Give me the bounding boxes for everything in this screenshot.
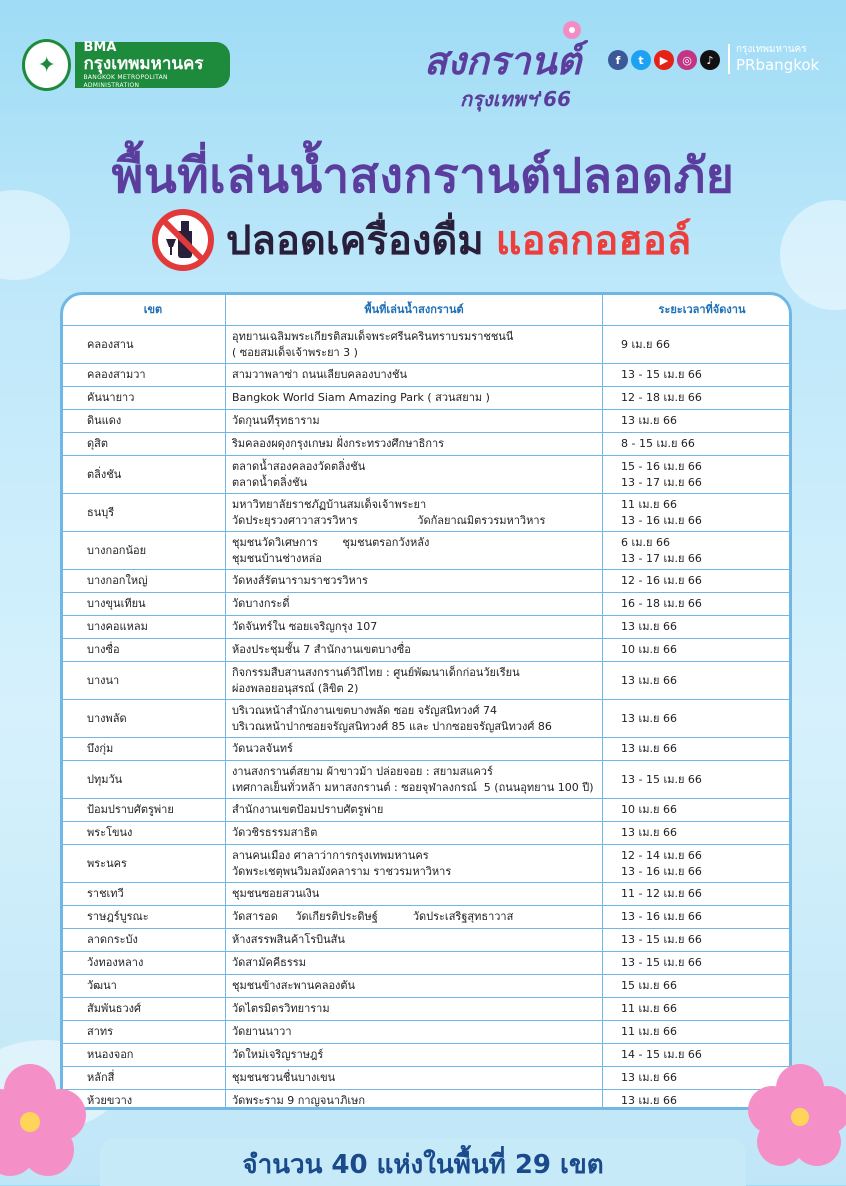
header-dates: ระยะเวลาที่จัดงาน <box>603 295 790 326</box>
area-cell <box>226 433 603 456</box>
songkran-event-logo <box>420 18 588 118</box>
area-line: ชุมชนบ้านช่างหล่อ <box>232 551 322 565</box>
date-line: 11 เม.ย 66 <box>621 1025 677 1038</box>
footer-summary: จำนวน 40 แห่งในพื้นที่ 29 เขต <box>242 1150 604 1180</box>
table-row <box>63 799 789 822</box>
date-line: 13 เม.ย 66 <box>621 742 677 755</box>
district-cell: ตลิ่งชัน <box>63 456 226 494</box>
table-header-row <box>63 295 789 326</box>
area-line: วัดสารอด วัดเกียรติประดิษฐ์ วัดประเสริฐสุทธาวาส <box>232 910 514 923</box>
table-row <box>63 593 789 616</box>
bma-logo-text <box>75 39 230 89</box>
area-cell <box>226 387 603 410</box>
date-line: 12 - 14 เม.ย 66 <box>621 848 702 862</box>
area-cell <box>226 822 603 845</box>
area-line: วัดกุนนทีรุทธาราม <box>232 414 320 427</box>
area-cell <box>226 639 603 662</box>
date-line: 13 เม.ย 66 <box>621 414 677 427</box>
date-line: 13 - 15 เม.ย 66 <box>621 368 702 381</box>
area-line: ชุมชนข้างสะพานคลองตัน <box>232 979 356 992</box>
pr-name-th: กรุงเทพมหานคร <box>736 44 807 55</box>
date-line: 12 - 16 เม.ย 66 <box>621 574 702 587</box>
area-cell <box>226 929 603 952</box>
area-cell <box>226 532 603 570</box>
table-row <box>63 929 789 952</box>
table-row <box>63 364 789 387</box>
event-logo-line1: สงกรานต์ <box>424 39 582 83</box>
table-row <box>63 639 789 662</box>
date-line: 16 - 18 เม.ย 66 <box>621 597 702 610</box>
district-cell: ป้อมปราบศัตรูพ่าย <box>63 799 226 822</box>
district-cell: คลองสาน <box>63 326 226 364</box>
dates-cell <box>603 1021 790 1044</box>
district-cell: บางขุนเทียน <box>63 593 226 616</box>
table-row <box>63 700 789 738</box>
pr-bangkok-brand <box>728 44 819 74</box>
district-cell: พระโขนง <box>63 822 226 845</box>
table-row <box>63 1067 789 1090</box>
date-line: 13 - 17 เม.ย 66 <box>621 475 702 489</box>
table-row <box>63 456 789 494</box>
date-line: 13 เม.ย 66 <box>621 673 677 687</box>
date-line: 11 - 12 เม.ย 66 <box>621 887 702 900</box>
dates-cell <box>603 593 790 616</box>
area-line: วัดสามัคคีธรรม <box>232 956 306 969</box>
dates-cell <box>603 364 790 387</box>
date-line: 13 - 16 เม.ย 66 <box>621 513 702 527</box>
area-line: ชุมชนซอยสวนเงิน <box>232 887 320 900</box>
table-row <box>63 975 789 998</box>
area-line: บริเวณหน้าปากซอยจรัญสนิทวงศ์ 85 และ ปากซอยจรัญสนิทวงศ์ 86 <box>232 719 552 733</box>
area-cell <box>226 326 603 364</box>
venues-table <box>63 295 789 1110</box>
area-cell <box>226 975 603 998</box>
table-row <box>63 570 789 593</box>
table-row <box>63 952 789 975</box>
dates-cell <box>603 700 790 738</box>
area-cell <box>226 593 603 616</box>
district-cell: สัมพันธวงศ์ <box>63 998 226 1021</box>
dates-cell <box>603 532 790 570</box>
area-cell <box>226 1067 603 1090</box>
district-cell: คันนายาว <box>63 387 226 410</box>
table-row <box>63 998 789 1021</box>
no-alcohol-icon <box>152 209 214 271</box>
youtube-icon[interactable]: ▶ <box>654 50 674 70</box>
date-line: 12 - 18 เม.ย 66 <box>621 391 702 404</box>
district-cell: บางกอกน้อย <box>63 532 226 570</box>
instagram-icon[interactable]: ◎ <box>677 50 697 70</box>
dates-cell <box>603 494 790 532</box>
area-cell <box>226 616 603 639</box>
date-line: 13 - 16 เม.ย 66 <box>621 864 702 878</box>
date-line: 13 เม.ย 66 <box>621 620 677 633</box>
area-line: วัดนวลจันทร์ <box>232 742 293 755</box>
date-line: 13 เม.ย 66 <box>621 1071 677 1084</box>
area-line: วัดประยุรวงศาวาสวรวิหาร วัดกัลยาณมิตรวรมหาวิหาร <box>232 513 546 527</box>
area-line: วัดไตรมิตรวิทยาราม <box>232 1002 330 1015</box>
dates-cell <box>603 410 790 433</box>
table-row <box>63 906 789 929</box>
area-line: ( ซอยสมเด็จเจ้าพระยา 3 ) <box>232 345 358 359</box>
area-line: ห้างสรรพสินค้าโรบินสัน <box>232 933 345 946</box>
tiktok-icon[interactable]: ♪ <box>700 50 720 70</box>
subtitle <box>152 205 691 275</box>
bma-abbr: BMA <box>83 39 117 55</box>
area-line: ชุมชนวัดวิเศษการ ชุมชนตรอกวังหลัง <box>232 535 430 549</box>
area-line: วัดใหม่เจริญราษฎร์ <box>232 1048 324 1061</box>
area-cell <box>226 410 603 433</box>
area-line: อุทยานเฉลิมพระเกียรติสมเด็จพระศรีนครินทราบรมราชชนนี <box>232 329 514 343</box>
table-row <box>63 1021 789 1044</box>
district-cell: ดุสิต <box>63 433 226 456</box>
area-line: วัดยานนาวา <box>232 1025 292 1038</box>
area-line: วัดจันทร์ใน ซอยเจริญกรุง 107 <box>232 620 378 633</box>
date-line: 13 - 15 เม.ย 66 <box>621 956 702 969</box>
date-line: 13 - 15 เม.ย 66 <box>621 772 702 786</box>
district-cell: บางกอกใหญ่ <box>63 570 226 593</box>
date-line: 10 เม.ย 66 <box>621 803 677 816</box>
district-cell: บางคอแหลม <box>63 616 226 639</box>
date-line: 13 - 16 เม.ย 66 <box>621 910 702 923</box>
area-line: มหาวิทยาลัยราชภัฏบ้านสมเด็จเจ้าพระยา <box>232 497 427 511</box>
dates-cell <box>603 738 790 761</box>
venues-table-card <box>60 292 792 1110</box>
district-cell: ราชเทวี <box>63 883 226 906</box>
area-line: ผ่องพลอยอนุสรณ์ (ลิขิต 2) <box>232 681 359 695</box>
event-logo-line2: กรุงเทพฯ'66 <box>460 87 572 111</box>
dates-cell <box>603 975 790 998</box>
area-line: ตลาดน้ำตลิ่งชัน <box>232 475 308 489</box>
main-title: พื้นที่เล่นน้ำสงกรานต์ปลอดภัย <box>111 148 735 204</box>
table-row <box>63 532 789 570</box>
area-line: เทศกาลเย็นทั่วหล้า มหาสงกรานต์ : ซอยจุฬาลงกรณ์ 5 (ถนนอุทยาน 100 ปี) <box>232 780 594 794</box>
area-cell <box>226 364 603 387</box>
subtitle-no-drinks: ปลอดเครื่องดื่ม <box>226 218 484 264</box>
district-cell: บางนา <box>63 662 226 700</box>
district-cell: พระนคร <box>63 845 226 883</box>
area-line: วัดบางกระดี่ <box>232 597 290 610</box>
area-line: กิจกรรมสืบสานสงกรานต์วิถีไทย : ศูนย์พัฒนาเด็กก่อนวัยเรียน <box>232 665 520 679</box>
district-cell: ห้วยขวาง <box>63 1090 226 1111</box>
area-cell <box>226 1044 603 1067</box>
date-line: 14 - 15 เม.ย 66 <box>621 1048 702 1061</box>
header <box>0 0 846 120</box>
table-body <box>63 326 789 1111</box>
area-line: วัดวชิรธรรมสาธิต <box>232 826 318 839</box>
bma-logo <box>22 37 230 93</box>
district-cell: ลาดกระบัง <box>63 929 226 952</box>
area-line: วัดพระเชตุพนวิมลมังคลาราม ราชวรมหาวิหาร <box>232 864 452 878</box>
district-cell: คลองสามวา <box>63 364 226 387</box>
table-row <box>63 883 789 906</box>
social-icons <box>608 50 720 70</box>
area-cell <box>226 1090 603 1111</box>
area-line: ตลาดน้ำสองคลองวัดตลิ่งชัน <box>232 459 366 473</box>
table-row <box>63 616 789 639</box>
area-cell <box>226 799 603 822</box>
area-cell <box>226 662 603 700</box>
dates-cell <box>603 456 790 494</box>
water-splash-right <box>780 200 846 310</box>
date-line: 13 - 17 เม.ย 66 <box>621 551 702 565</box>
district-cell: ปทุมวัน <box>63 761 226 799</box>
twitter-icon[interactable]: t <box>631 50 651 70</box>
date-line: 13 เม.ย 66 <box>621 1094 677 1107</box>
table-row <box>63 387 789 410</box>
district-cell: บางซื่อ <box>63 639 226 662</box>
area-line: งานสงกรานต์สยาม ผ้าขาวม้า ปล่อยจอย : สยามสแควร์ <box>232 764 493 778</box>
header-district: เขต <box>63 295 226 326</box>
area-cell <box>226 998 603 1021</box>
district-cell: หลักสี่ <box>63 1067 226 1090</box>
header-area: พื้นที่เล่นน้ำสงกรานต์ <box>226 295 603 326</box>
dates-cell <box>603 387 790 410</box>
bma-name-th: กรุงเทพมหานคร <box>83 53 204 74</box>
area-cell <box>226 883 603 906</box>
area-cell <box>226 738 603 761</box>
area-cell <box>226 906 603 929</box>
area-line: ลานคนเมือง ศาลาว่าการกรุงเทพมหานคร <box>232 848 429 862</box>
district-cell: วังทองหลาง <box>63 952 226 975</box>
bma-seal-icon: ✦ <box>22 39 71 91</box>
date-line: 13 เม.ย 66 <box>621 826 677 839</box>
table-row <box>63 822 789 845</box>
dates-cell <box>603 433 790 456</box>
facebook-icon[interactable]: f <box>608 50 628 70</box>
area-line: ชุมชนชวนชื่นบางเขน <box>232 1071 336 1084</box>
area-line: ริมคลองผดุงกรุงเกษม ฝั่งกระทรวงศึกษาธิการ <box>232 437 445 450</box>
table-row <box>63 1090 789 1111</box>
dates-cell <box>603 952 790 975</box>
area-cell <box>226 570 603 593</box>
area-cell <box>226 845 603 883</box>
date-line: 6 เม.ย 66 <box>621 535 670 549</box>
district-cell: ธนบุรี <box>63 494 226 532</box>
area-cell <box>226 700 603 738</box>
district-cell: ราษฎร์บูรณะ <box>63 906 226 929</box>
table-row <box>63 494 789 532</box>
dates-cell <box>603 761 790 799</box>
area-line: บริเวณหน้าสำนักงานเขตบางพลัด ซอย จรัญสนิทวงศ์ 74 <box>232 703 497 717</box>
table-row <box>63 738 789 761</box>
date-line: 15 เม.ย 66 <box>621 979 677 992</box>
district-cell: วัฒนา <box>63 975 226 998</box>
district-cell: ดินแดง <box>63 410 226 433</box>
table-row <box>63 433 789 456</box>
area-line: ห้องประชุมชั้น 7 สำนักงานเขตบางซื่อ <box>232 643 411 656</box>
date-line: 11 เม.ย 66 <box>621 497 677 511</box>
area-line: Bangkok World Siam Amazing Park ( สวนสยาม ) <box>232 391 490 404</box>
date-line: 13 เม.ย 66 <box>621 711 677 725</box>
dates-cell <box>603 883 790 906</box>
area-line: วัดหงส์รัตนารามราชวรวิหาร <box>232 574 368 587</box>
dates-cell <box>603 822 790 845</box>
dates-cell <box>603 929 790 952</box>
date-line: 9 เม.ย 66 <box>621 337 670 351</box>
dates-cell <box>603 799 790 822</box>
district-cell: หนองจอก <box>63 1044 226 1067</box>
date-line: 8 - 15 เม.ย 66 <box>621 437 695 450</box>
dates-cell <box>603 616 790 639</box>
table-row <box>63 410 789 433</box>
area-cell <box>226 1021 603 1044</box>
date-line: 10 เม.ย 66 <box>621 643 677 656</box>
table-row <box>63 1044 789 1067</box>
area-line: วัดพระราม 9 กาญจนาภิเษก <box>232 1094 365 1107</box>
district-cell: สาทร <box>63 1021 226 1044</box>
dates-cell <box>603 845 790 883</box>
area-cell <box>226 494 603 532</box>
date-line: 15 - 16 เม.ย 66 <box>621 459 702 473</box>
dates-cell <box>603 906 790 929</box>
area-line: สำนักงานเขตป้อมปราบศัตรูพ่าย <box>232 803 384 816</box>
district-cell: บึงกุ่ม <box>63 738 226 761</box>
area-cell <box>226 761 603 799</box>
table-row <box>63 662 789 700</box>
table-row <box>63 761 789 799</box>
date-line: 11 เม.ย 66 <box>621 1002 677 1015</box>
dates-cell <box>603 998 790 1021</box>
dates-cell <box>603 326 790 364</box>
bma-name-en: BANGKOK METROPOLITAN ADMINISTRATION <box>83 73 168 89</box>
area-line: สามวาพลาซ่า ถนนเลียบคลองบางชัน <box>232 368 408 381</box>
area-cell <box>226 456 603 494</box>
subtitle-alcohol: แอลกอฮอล์ <box>495 218 692 264</box>
pr-name-en: PRbangkok <box>736 56 820 74</box>
dates-cell <box>603 570 790 593</box>
date-line: 13 - 15 เม.ย 66 <box>621 933 702 946</box>
table-row <box>63 326 789 364</box>
district-cell: บางพลัด <box>63 700 226 738</box>
table-row <box>63 845 789 883</box>
dates-cell <box>603 662 790 700</box>
area-cell <box>226 952 603 975</box>
dates-cell <box>603 639 790 662</box>
